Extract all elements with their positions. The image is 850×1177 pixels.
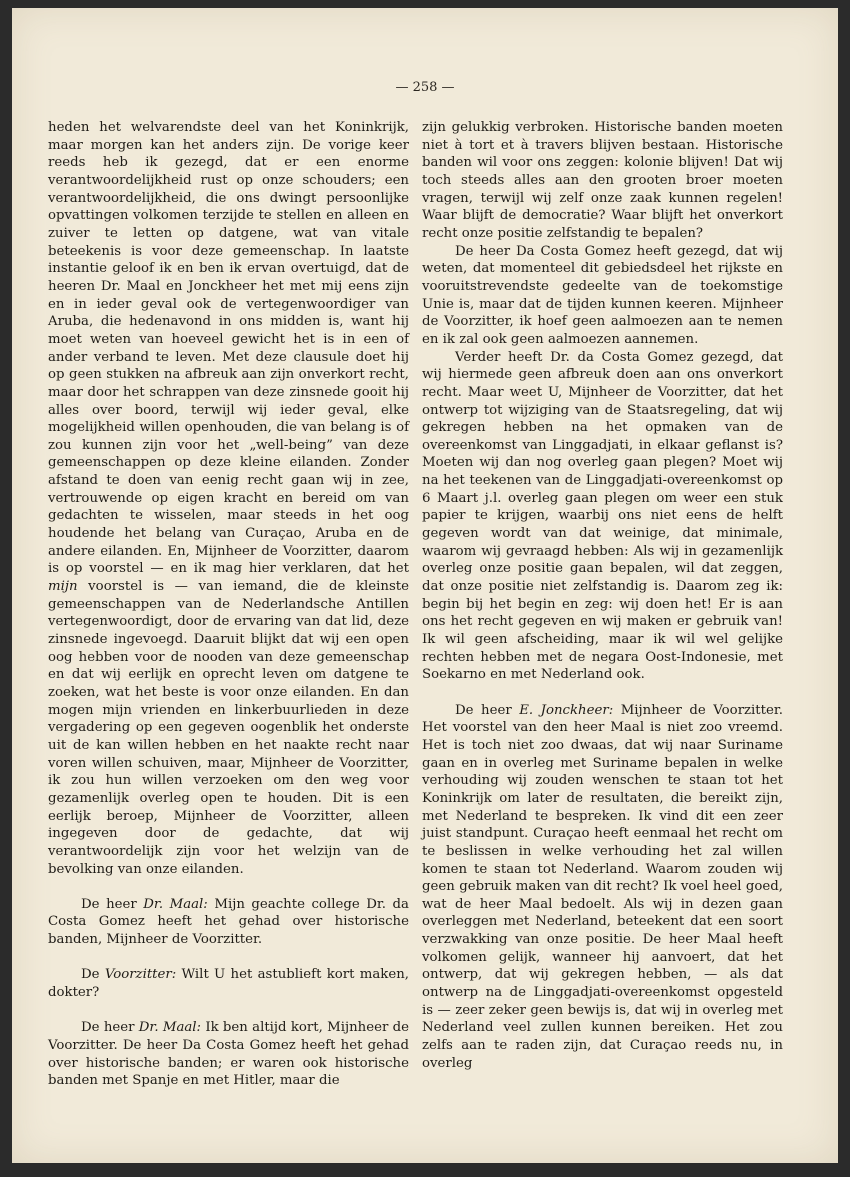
speech-intro: De heer xyxy=(81,896,144,912)
speech-text: Mijn geachte college Dr. da Costa Gomez heeft het gehad over historische banden, Mijnheer de Voorzitter. xyxy=(48,896,409,948)
paragraph: zijn gelukkig verbroken. Historische banden moeten niet à tort et à travers blijven bestaan. Historische banden wil voor ons zeggen: kolonie blijven! Dat wij toch steeds alles aan den grooten broer moeten vragen, terwijl wij zelf onze zaak kunnen regelen! Waar blijft de democratie? Waar blijft het onverkort recht onze positie zelfstandig te bepalen? xyxy=(422,120,783,241)
speaker-name: Dr. Maal: xyxy=(138,1020,202,1036)
paragraph-text: voorstel is — van iemand, die de kleinste gemeenschappen van de Nederlandsche Antillen vertegenwoordigt, door de ervaring van dat lid, deze zinsnede ingevoegd. Daaruit blijkt dat wij een open oog hebben voor de nooden van deze gemeenschap en dat wij eerlijk en oprecht leven om datgene te zoeken, wat het beste is voor onze eilanden. En dan mogen mijn vrienden en linkerbuurlieden in deze vergadering op een gegeven oogenblik het onderste uit de kan willen hebben en het naakte recht naar voren willen schuiven, maar, Mijnheer de Voorzitter, ik zou hun willen verzoeken om den weg voor gezamenlijk overleg open te houden. Dit is een eerlijk beroep, Mijnheer de Voorzitter, alleen ingegeven door de gedachte, dat wij verantwoordelijk zijn voor het welzijn van de bevolking van onze eilanden. xyxy=(48,579,409,877)
speech-text: Ik ben altijd kort, Mijnheer de Voorzitter. De heer Da Costa Gomez heeft het gehad over historische banden; er waren ook historische banden met Spanje en met Hitler, maar die xyxy=(48,1020,409,1089)
speech-paragraph xyxy=(48,1019,409,1090)
speech-intro: De heer xyxy=(455,702,520,718)
paragraph: Verder heeft Dr. da Costa Gomez gezegd, dat wij hiermede geen afbreuk doen aan ons onverkort recht. Maar weet U, Mijnheer de Voorzitter, dat het ontwerp tot wijziging van de Staatsregeling, dat wij gekregen hebben na het opmaken van de overeenkomst van Linggadjati, in elkaar geflanst is? Moeten wij dan nog overleg gaan plegen? Moet wij na het teekenen van de Linggadjati-overeenkomst op 6 Maart j.l. overleg gaan plegen om weer een stuk papier te krijgen, waarbij ons niet eens de helft gegeven wordt van dat weinige, dat minimale, waarom wij gevraagd hebben: Als wij in gezamenlijk overleg onze positie gaan bepalen, wil dat zeggen, dat onze positie niet zelfstandig is. Daarom zeg ik: begin bij het begin en zeg: wij doen het! Er is aan ons het recht gegeven en wij maken er gebruik van! Ik wil geen afscheiding, maar ik wil wel gelijke rechten hebben met de negara Oost-Indonesie, met Soekarno en met Nederland ook. xyxy=(422,349,783,683)
speech-paragraph xyxy=(48,896,409,949)
speech-paragraph xyxy=(422,702,783,1073)
paragraph: De heer Da Costa Gomez heeft gezegd, dat wij weten, dat momenteel dit gebiedsdeel het rijkste en vooruitstrevendste gedeelte van de toekomstige Unie is, maar dat de tijden kunnen keeren. Mijnheer de Voorzitter, ik hoef geen aalmoezen aan te nemen en ik zal ook geen aalmoezen aannemen. xyxy=(422,243,783,347)
paragraph-text: heden het welvarendste deel van het Koninkrijk, maar morgen kan het anders zijn. De vorige keer reeds heb ik gezegd, dat er een enorme verantwoordelijkheid rust op onze schouders; een verantwoordelijkheid, die ons dwingt persoonlijke opvattingen volkomen terzijde te stellen en alleen en zuiver te letten op datgene, wat van vitale beteekenis is voor deze gemeenschap. In laatste instantie geloof ik en ben ik ervan overtuigd, dat de heeren Dr. Maal en Jonckheer het met mij eens zijn en in ieder geval ook de vertegenwoordiger van Aruba, die hedenavond in ons midden is, want hij moet weten van hoeveel gewicht het is in een of ander verband te leven. Met deze clausule doet hij op geen stukken na afbreuk aan zijn onverkort recht, maar door het schrappen van deze zinsnede gooit hij alles over boord, terwijl wij ieder geval, elke mogelijkheid willen openhouden, die van belang is of zou kunnen zijn voor het „well-being” van deze gemeenschappen op deze kleine eilanden. Zonder afstand te doen van eenig recht gaan wij in zee, vertrouwende op eigen kracht en bereid om van gedachten te wisselen, maar steeds in het oog houdende het belang van Curaçao, Aruba en de andere eilanden. En, Mijnheer de Voorzitter, daarom is op voorstel — en ik mag hier verklaren, dat het xyxy=(48,120,409,577)
speech-text: Wilt U het astublieft kort maken, dokter? xyxy=(48,967,409,1001)
emphasis-text: mijn xyxy=(48,579,78,595)
speaker-name: E. Jonckheer: xyxy=(519,702,614,718)
right-column xyxy=(422,119,783,1072)
speech-intro: De heer xyxy=(81,1020,139,1036)
speech-intro: De xyxy=(81,967,105,983)
speaker-name: Voorzitter: xyxy=(104,967,177,983)
page-number: — 258 — xyxy=(395,80,455,95)
speaker-name: Dr. Maal: xyxy=(143,896,208,912)
paragraph xyxy=(48,119,409,878)
speech-text: Mijnheer de Voorzitter. Het voorstel van den heer Maal is niet zoo vreemd. Het is toch niet zoo dwaas, dat wij naar Suriname gaan en in overleg met Suriname bepalen in welke verhouding wij zouden wenschen te staan tot het Koninkrijk om later de resultaten, die bereikt zijn, met Nederland te bespreken. Ik vind dit een zeer juist standpunt. Curaçao heeft eenmaal het recht om te beslissen in welke verhouding het zal willen komen te staan tot Nederland. Waarom zouden wij geen gebruik maken van dit recht? Ik voel heel goed, wat de heer Maal bedoelt. Als wij in dezen gaan overleggen met Nederland, beteekent dat een soort verzwakking van onze positie. De heer Maal heeft volkomen gelijk, wanneer hij aanvoert, dat het ontwerp, dat wij gekregen hebben, — als dat ontwerp na de Linggadjati-overeenkomst opgesteld is — zeer zeker geen bewijs is, dat wij in overleg met Nederland veel zullen kunnen bereiken. Het zou zelfs aan te raden zijn, dat Curaçao reeds nu, in overleg xyxy=(422,702,783,1071)
document-page xyxy=(12,8,838,1163)
speech-paragraph xyxy=(48,966,409,1001)
left-column xyxy=(48,119,409,1090)
